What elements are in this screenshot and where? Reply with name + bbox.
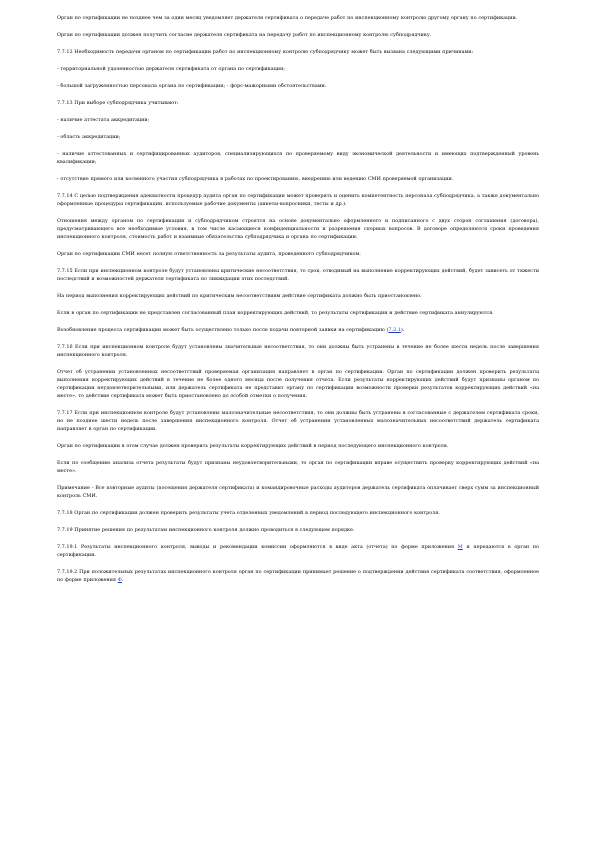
paragraph-7-7-17: 7.7.17 Если при инспекционном контроле будут установлены малозначительные несоответствия, то они должны быть устранены в согласованные с держателем сертификата сроки, но не позднее шести недель после завершения инспекционного контроля. Отчет об устранении установленных малозначительных несоответствий держатель сертификата направляет в орган по сертификации. (57, 410, 539, 432)
paragraph-transfer-notice: Орган по сертификации не позднее чем за один месяц уведомляет держателя сертификата о передаче работ по инспекционному контролю другому органу по сертификации. (57, 15, 518, 21)
paragraph-7-7-19-2: 7.7.19.2 При положительных результатах инспекционного контроля орган по сертификации принимает решение о подтверждении действия сертификата соответствия, оформленное по форме приложения Ф. (57, 569, 539, 583)
paragraph-resumption: Возобновление процесса сертификации может быть осуществлено только после подачи повторной заявки на сертификацию (7.2.1). (57, 327, 405, 333)
list-item-workload: - большой загруженностью персонала органа по сертификации; - форс-мажорными обстоятельствами. (57, 83, 327, 89)
paragraph-7-7-12: 7.7.12 Необходимость передачи органом по сертификации работ по инспекционному контролю субподрядчику может быть вызвана следующими причинами: (57, 49, 474, 55)
paragraph-contract: Отношения между органом по сертификации и субподрядчиком строятся на основе документально оформленного и подписанного с двух сторон соглашения (договора), предусматривающего все необходимые условия, в том числе касающиеся конфиденциальности и разрешения спорных вопросов. В договоре определяются сроки проведения инспекционного контроля, стоимость работ и взаимные обязательства субподрядчика и органа по сертификации. (57, 218, 539, 240)
list-item-remoteness: - территориальной удаленностью держателя сертификата от органа по сертификации; (57, 66, 285, 72)
paragraph-7-7-15: 7.7.15 Если при инспекционном контроле будут установлены критические несоответствия, то срок, отводимый на выполнение корректирующих действий, будет зависеть от тяжести последствий и возможностей держателя сертификата по ликвидации этих последствий. (57, 268, 539, 282)
link-section-7-2-1[interactable]: 7.2.1 (388, 327, 401, 333)
paragraph-annulment: Если в орган по сертификации не представлен согласованный план корректирующих действий, то результаты сертификации и действие сертификата аннулируются. (57, 310, 494, 316)
paragraph-responsibility: Орган по сертификации СМИ несет полную ответственность за результаты аудита, проведенного субподрядчиком. (57, 251, 361, 257)
list-item-accreditation-certificate: - наличие аттестата аккредитации; (57, 117, 150, 123)
paragraph-7-7-14: 7.7.14 С целью подтверждения адекватности процедур аудита орган по сертификации может проверить и оценить компетентность персонала субподрядчика, а также документально оформленные процедуры сертификации, используемые рабочие документы (анкеты-вопросники, тесты и др.). (57, 193, 539, 207)
paragraph-onsite-check: Если по сообщению анализа отчета результаты будут признаны неудовлетворительными, то орган по сертификации вправе осуществить проверку корректирующих действий «на месте». (57, 460, 539, 474)
paragraph-consent: Орган по сертификации должен получить согласие держателя сертификата на передачу работ по инспекционному контролю субподрядчику. (57, 32, 432, 38)
paragraph-correction-report: Отчет об устранении установленных несоответствий проверяемая организация направляет в орган по сертификации. Орган по сертификации должен проверить результаты выполнения корректирующих действий в течение не более одного месяца после получения отчета. Если результаты корректирующих действий будут признаны органом по сертификации неудовлетворительными, или держатель сертификата не представит органу по сертификации возможности проверки результатов корректирующих действий «на месте», то действие сертификата может быть приостановлено до особой отметки о получения. (57, 369, 539, 399)
paragraph-next-inspection: Орган по сертификации в этом случае должен проверить результаты корректирующих действий в период последующего инспекционного контроля. (57, 443, 449, 449)
list-item-auditors: - наличие аттестованных и сертифицированных аудиторов, специализирующихся по проверяемому виду экономической деятельности и имеющих подтвержденный уровень квалификации; (57, 151, 539, 165)
paragraph-7-7-16: 7.7.16 Если при инспекционном контроле будут установлены значительные несоответствия, то они должны быть устранены в течение не более шести недель после завершения инспекционного контроля. (57, 344, 539, 358)
paragraph-7-7-13: 7.7.13 При выборе субподрядчика учитывают: (57, 100, 179, 106)
document-body (57, 14, 539, 593)
paragraph-note: Примечание - Все повторные аудиты (посещения держателя сертификата) и командировочные расходы аудиторов держатель сертификата оплачивает сверх сумм за инспекционный контроль СМИ. (57, 485, 539, 499)
paragraph-7-7-19-1: 7.7.19.1 Результаты инспекционного контроля, выводы и рекомендации комиссии оформляются в виде акта (отчета) по форме приложения М и передаются в орган по сертификации. (57, 544, 539, 558)
link-appendix-m[interactable]: М (457, 544, 463, 550)
list-item-accreditation-scope: - область аккредитации; (57, 134, 121, 140)
paragraph-7-7-18: 7.7.18 Орган по сертификации должен проверить результаты учета отделенных уведомлений в период последующего инспекционного контроля. (57, 510, 440, 516)
paragraph-7-7-19: 7.7.19 Принятие решения по результатам инспекционного контроля должно проводиться в следующем порядке. (57, 527, 355, 533)
link-appendix-f[interactable]: Ф (117, 577, 122, 583)
list-item-no-participation: - отсутствие прямого или косвенного участия субподрядчика в работах по проектированию, внедрению или ведению СМИ проверяемой организации. (57, 176, 454, 182)
paragraph-suspension: На период выполнения корректирующих действий по критическим несоответствиям действие сертификата должно быть приостановлено. (57, 293, 422, 299)
